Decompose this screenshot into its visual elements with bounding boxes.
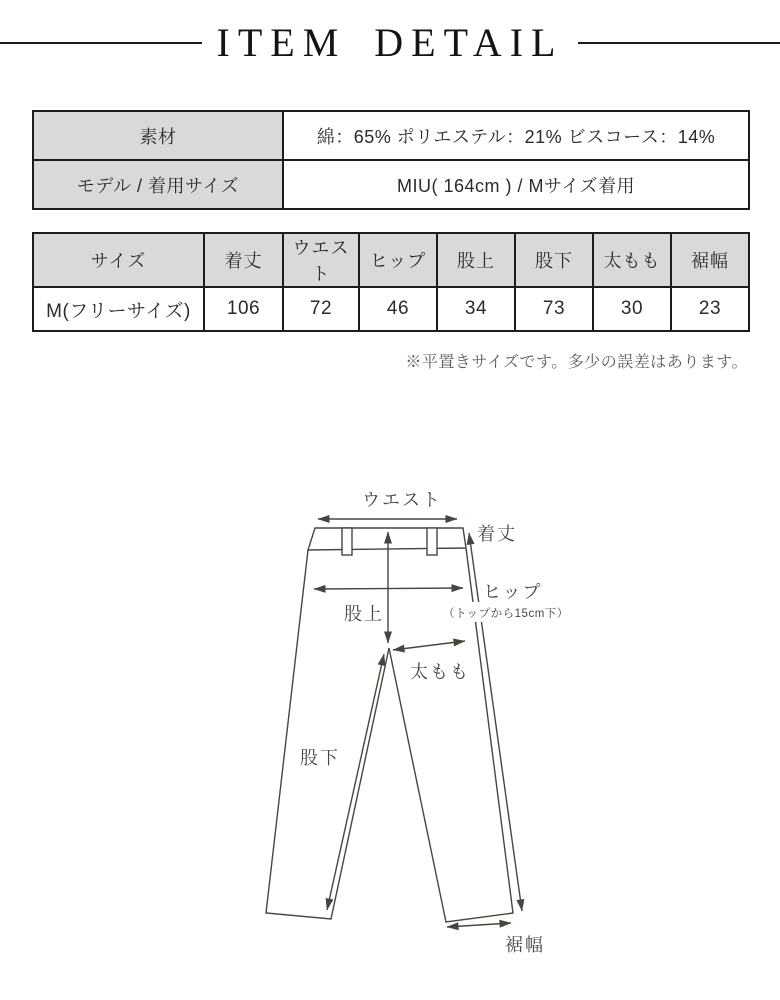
length-label: 着丈 (477, 524, 517, 544)
section-title-row (0, 18, 780, 68)
info-label-material: 素材 (33, 111, 283, 160)
size-header-inseam: 股下 (515, 233, 593, 287)
thigh-arrow (393, 641, 465, 650)
size-cell-waist: 72 (283, 287, 359, 331)
size-header-length: 着丈 (204, 233, 283, 287)
size-header-hem: 裾幅 (671, 233, 749, 287)
size-table (32, 232, 750, 332)
page-title: ITEM DETAIL (216, 20, 564, 65)
info-row-material (33, 111, 749, 160)
info-table (32, 110, 750, 210)
info-label-model: モデル / 着用サイズ (33, 160, 283, 209)
inseam-label: 股下 (300, 748, 340, 768)
size-cell-thigh: 30 (593, 287, 671, 331)
hem-width-arrow (447, 923, 511, 927)
size-header-waist: ウエスト (283, 233, 359, 287)
size-header-hip: ヒップ (359, 233, 437, 287)
title-rule-left (0, 42, 202, 44)
pants-waistband (308, 528, 466, 550)
thigh-label: 太もも (410, 662, 470, 682)
inseam-arrow (327, 654, 384, 910)
size-header-thigh: 太もも (593, 233, 671, 287)
size-cell-hip: 46 (359, 287, 437, 331)
size-table-data-row (33, 287, 749, 331)
waist-label: ウエスト (362, 490, 442, 510)
hip-label: ヒップ (483, 582, 543, 602)
size-table-header-row (33, 233, 749, 287)
hip-arrow (314, 588, 463, 589)
size-cell-rise: 34 (437, 287, 515, 331)
size-cell-inseam: 73 (515, 287, 593, 331)
title-rule-right (578, 42, 780, 44)
measurement-note: ※平置きサイズです。多少の誤差はあります。 (405, 354, 748, 371)
belt-loop-right (427, 528, 437, 555)
info-row-model (33, 160, 749, 209)
size-cell-hem: 23 (671, 287, 749, 331)
info-value-model: MIU( 164cm ) / Mサイズ着用 (283, 160, 749, 209)
size-cell-length: 106 (204, 287, 283, 331)
hem-width-label: 裾幅 (505, 935, 545, 955)
belt-loop-left (342, 528, 352, 555)
hip-note-label: （トップから15cm下） (443, 608, 569, 620)
size-header-size: サイズ (33, 233, 204, 287)
size-cell-size: M(フリーサイズ) (33, 287, 204, 331)
pants-measurement-diagram (240, 470, 580, 990)
rise-label: 股上 (344, 604, 384, 624)
size-header-rise: 股上 (437, 233, 515, 287)
info-value-material: 綿：65% ポリエステル：21% ビスコース：14% (283, 111, 749, 160)
